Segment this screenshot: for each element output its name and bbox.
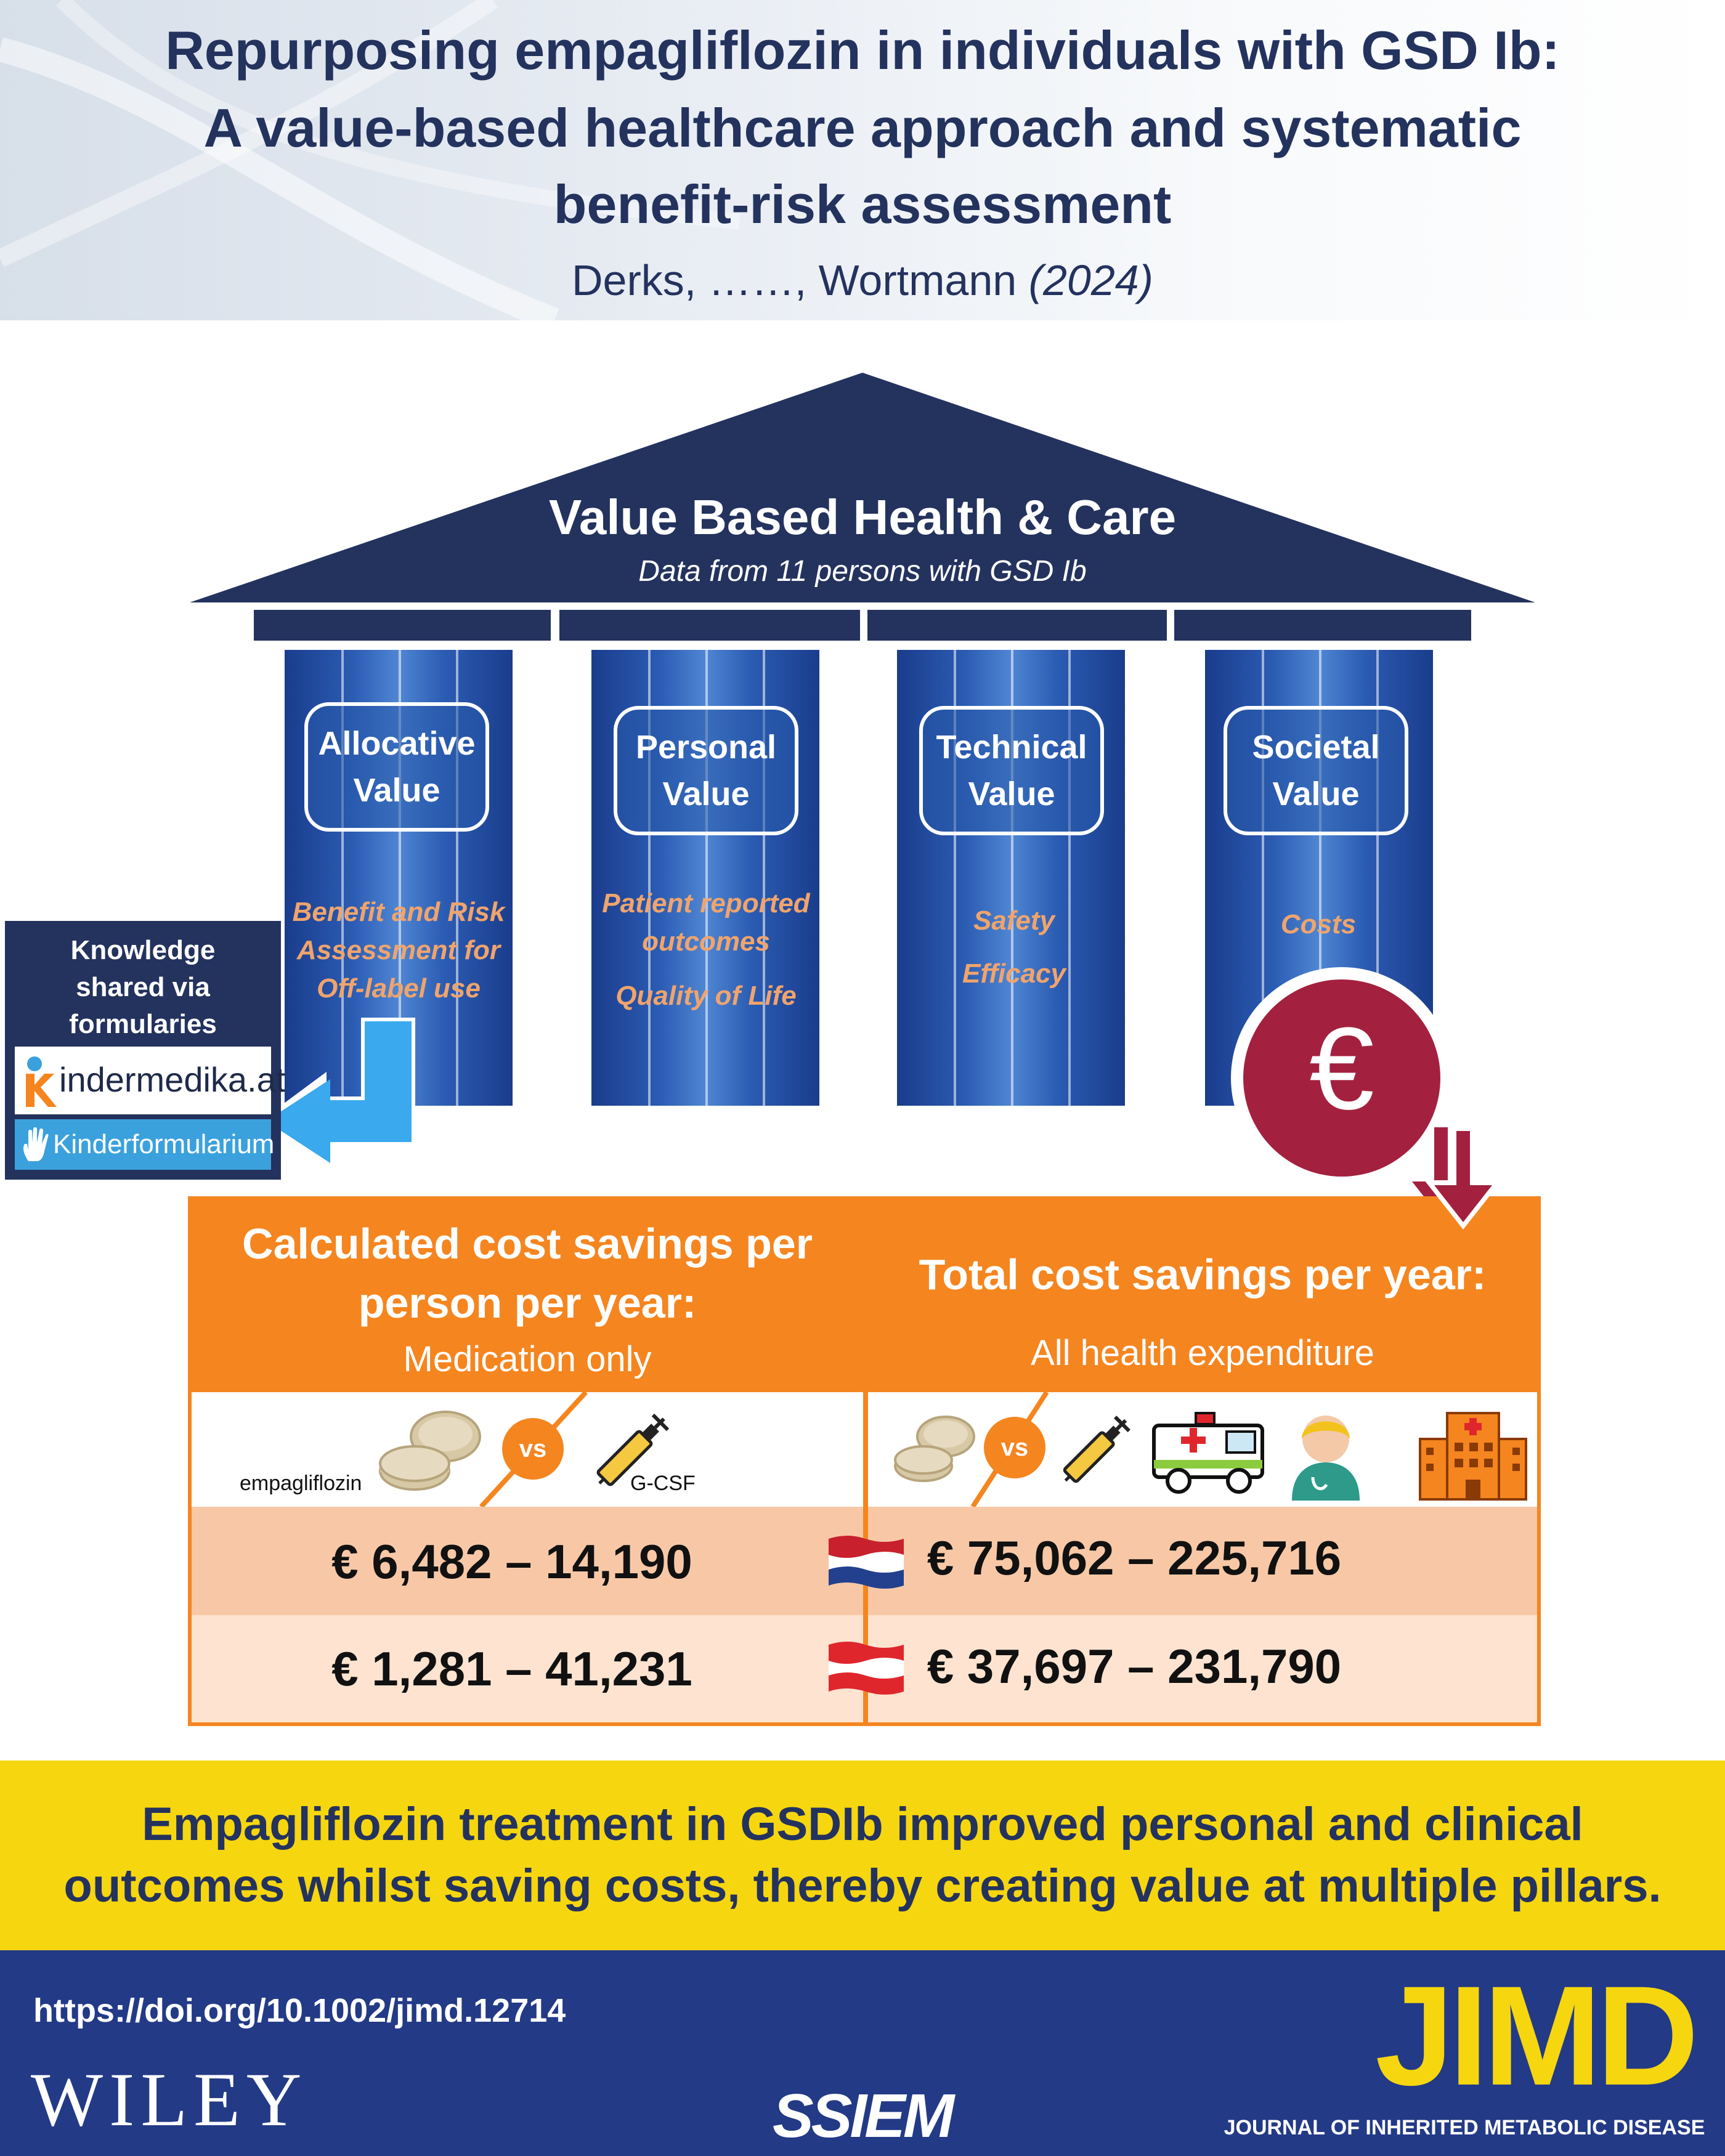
hospital-icon [1418,1408,1528,1501]
pillar-beam-3 [867,610,1167,641]
euro-symbol: € [1309,1003,1374,1134]
medication-savings-subtitle: Medication only [403,1339,652,1379]
medication-savings-title-1: Calculated cost savings per [242,1220,813,1268]
hand-icon [21,1127,49,1162]
vs-badge-right: vs [984,1417,1045,1478]
austria-flag-icon [826,1639,906,1698]
technical-value-label [919,706,1104,835]
temple-title: Value Based Health & Care [548,490,1177,545]
empagliflozin-label: empagliflozin [240,1472,362,1495]
total-expenditure-comparison-row [868,1392,1537,1507]
personal-value-label [614,706,798,835]
title-line-3: benefit-risk assessment [553,174,1172,235]
medication-savings-austria: € 1,281 – 41,231 [331,1642,692,1696]
technical-value-note [891,902,1137,993]
technical-note-line-1: Safety [973,906,1055,936]
medication-savings-header [192,1200,863,1392]
conclusion-banner [0,1761,1725,1950]
technical-value-line-2: Value [968,776,1055,813]
wiley-logo: WILEY [31,2057,308,2142]
doi-link[interactable]: https://doi.org/10.1002/jimd.12714 [33,1992,566,2029]
personal-value-line-2: Value [662,776,750,813]
societal-value-label [1224,706,1408,835]
pillar-beam-2 [559,610,860,641]
technical-value-line-1: Technical [936,729,1087,766]
arrow-left-icon [259,1016,437,1177]
footer-bar [0,1950,1725,2156]
authors-names: Derks, ……, Wortmann [572,256,1017,304]
ambulance-icon [1147,1401,1270,1499]
pillar-beam-4 [1174,610,1471,641]
cost-savings-table [188,1196,1541,1726]
vs-badge-left: vs [502,1418,564,1480]
societal-value-note [1195,906,1442,944]
personal-note-line-1: Patient reported [602,888,810,918]
total-savings-title: Total cost savings per year: [919,1250,1487,1299]
personal-note-line-3: Quality of Life [615,981,797,1011]
personal-value-note [583,885,829,1015]
knowledge-line-2: shared via [76,972,210,1002]
allocative-value-note [266,893,531,1008]
societal-value-line-2: Value [1272,776,1360,813]
total-savings-austria: € 37,697 – 231,790 [927,1639,1342,1693]
publication-year: (2024) [1028,256,1153,304]
medication-savings-title-2: person per year: [358,1279,697,1327]
conclusion-line-1: Empagliflozin treatment in GSDIb improved personal and clinical [142,1798,1583,1850]
personal-note-line-2: outcomes [642,926,770,957]
allocative-note-line-2: Assessment for [296,935,501,965]
total-savings-netherlands: € 75,062 – 225,716 [927,1531,1342,1585]
ssiem-logo: SSIEM [773,2081,952,2150]
pillar-beam-1 [254,610,551,641]
kindermedika-text: indermedika.at [59,1060,286,1099]
kinderformularium-text: Kinderformularium [53,1129,275,1159]
knowledge-formularies-box [5,921,286,1180]
conclusion-line-2: outcomes whilst saving costs, thereby creating value at multiple pillars. [63,1860,1662,1912]
title-line-2: A value-based healthcare approach and systematic [203,97,1522,158]
pill-tablets-icon-right [893,1409,979,1489]
allocative-value-label [304,702,489,832]
gcsf-label: G-CSF [630,1472,696,1495]
allocative-value-line-1: Allocative [318,725,476,762]
technical-note-line-2: Efficacy [962,958,1066,989]
kindermedika-figure-icon [20,1055,58,1108]
medication-savings-netherlands: € 6,482 – 14,190 [331,1534,692,1589]
title-line-1: Repurposing empagliflozin in individuals with GSD Ib: [165,20,1560,81]
allocative-note-line-1: Benefit and Risk [292,897,505,927]
personal-value-line-1: Personal [635,729,777,766]
societal-value-line-1: Societal [1252,729,1380,766]
knowledge-text [7,932,278,1043]
allocative-note-line-3: Off-label use [317,973,481,1003]
total-savings-subtitle: All health expenditure [1031,1333,1374,1373]
knowledge-line-3: formularies [69,1009,217,1039]
journal-name: JOURNAL OF INHERITED METABOLIC DISEASE [1224,2116,1705,2139]
kinderformularium-logo[interactable] [15,1119,275,1170]
netherlands-flag-icon [826,1533,906,1592]
pill-tablets-icon [376,1403,487,1496]
temple-subtitle: Data from 11 persons with GSD Ib [638,555,1087,588]
societal-note-line-1: Costs [1280,909,1357,939]
jimd-logo: JIMD [1375,1956,1694,2115]
nurse-icon [1286,1403,1366,1502]
knowledge-line-1: Knowledge [70,935,216,965]
kindermedika-logo[interactable] [15,1047,286,1114]
syringe-icon-right [1053,1407,1139,1493]
allocative-value-line-2: Value [353,772,440,809]
arrow-down-icon [1402,1127,1525,1244]
medication-comparison-row [192,1392,863,1507]
